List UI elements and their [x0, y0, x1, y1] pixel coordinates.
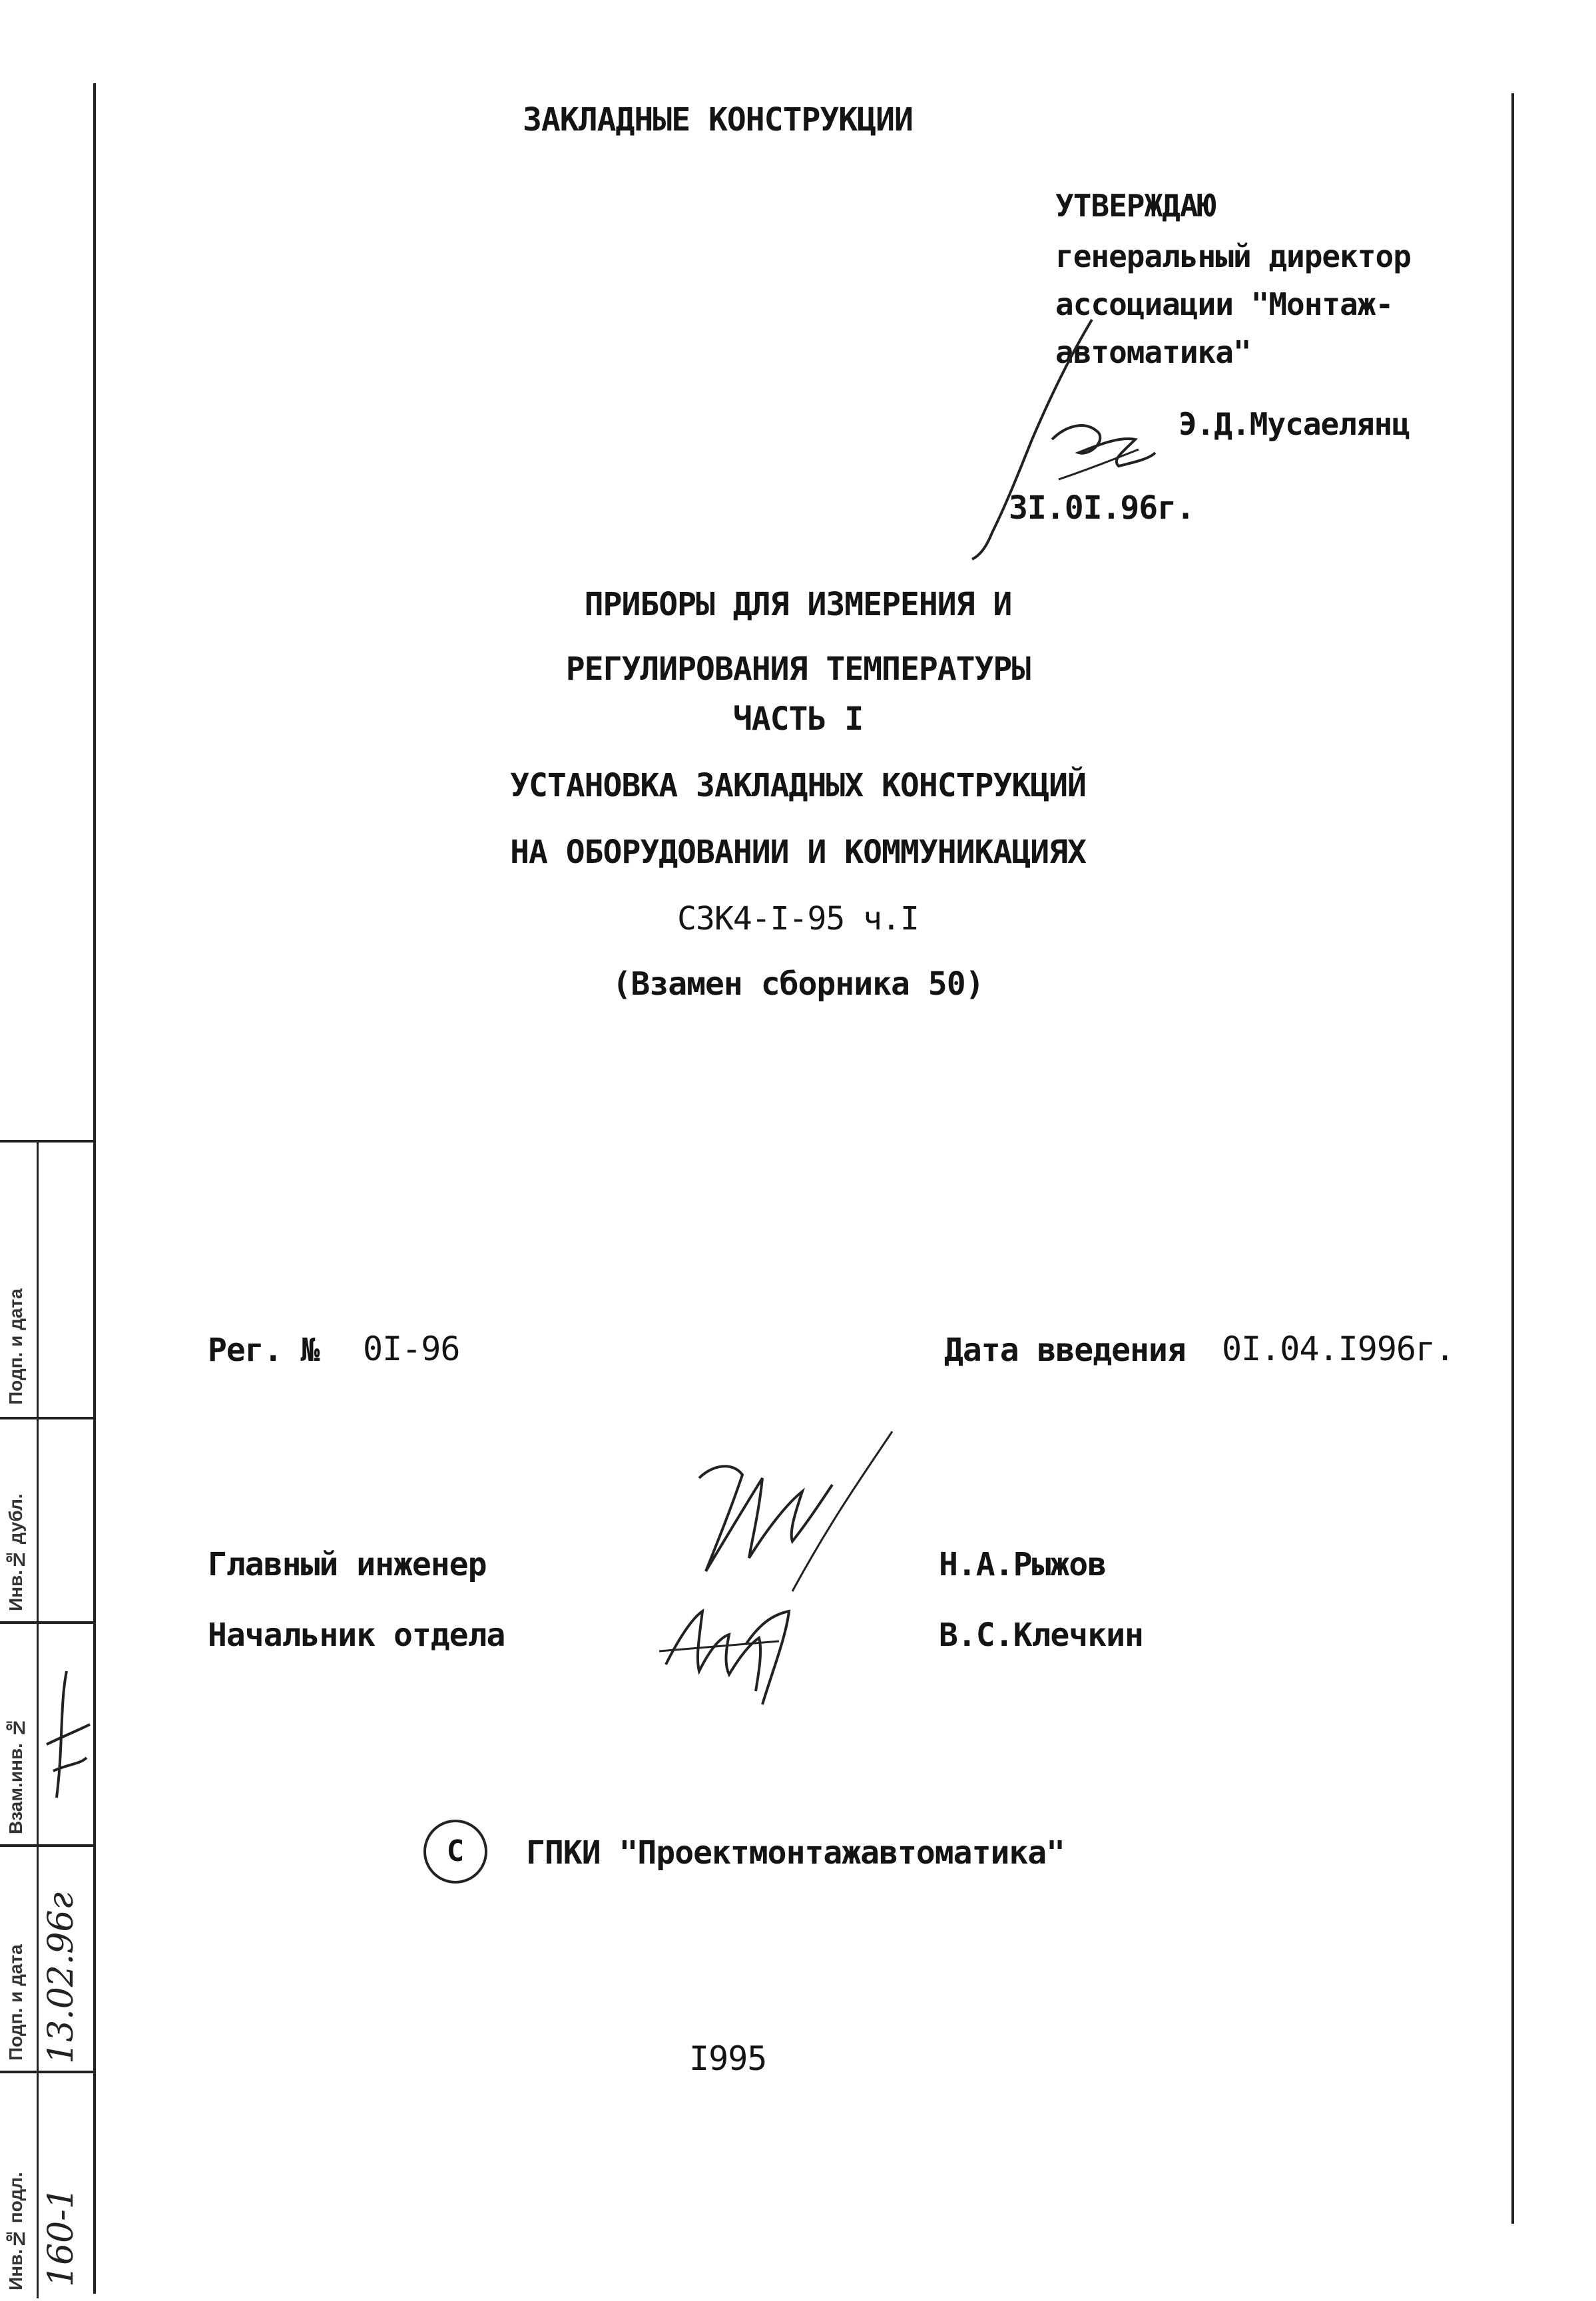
series-title: ЗАКЛАДНЫЕ КОНСТРУКЦИИ [523, 101, 913, 138]
stamp-divider [0, 2071, 93, 2073]
chief-engineer-signature [666, 1425, 919, 1598]
signatory-name: В.С.Клечкин [939, 1617, 1143, 1654]
replaces-note: (Взамен сборника 50) [612, 965, 984, 1003]
approval-line-2: ассоциации "Монтаж- [1055, 286, 1394, 322]
stamp-inner-line [37, 1140, 39, 2298]
date-label: Дата введения [944, 1332, 1186, 1369]
stamp-divider [0, 1140, 93, 1143]
left-frame-line [93, 83, 96, 2294]
signatory-name: Н.А.Рыжов [939, 1546, 1107, 1583]
margin-stamp [0, 1139, 93, 2300]
director-signature [952, 293, 1192, 573]
title-line-3: ЧАСТЬ I [732, 700, 864, 738]
stamp-divider [0, 1417, 93, 1419]
stamp-cell-3: Взам.инв. № [5, 1717, 26, 1834]
title-line-1: ПРИБОРЫ ДЛЯ ИЗМЕРЕНИЯ И [584, 586, 1012, 623]
copyright-org: ГПКИ "Проектмонтажавтоматика" [526, 1834, 1065, 1872]
reg-number: 0I-96 [363, 1330, 460, 1368]
title-line-5: НА ОБОРУДОВАНИИ И КОММУНИКАЦИЯХ [510, 834, 1086, 871]
stamp-initials-mark [40, 1664, 93, 1818]
signatory-role: Главный инженер [208, 1546, 487, 1583]
stamp-handwritten-date: 13.02.96г [41, 1892, 81, 2064]
publication-year: I995 [689, 2039, 767, 2078]
stamp-cell-5: Инв.№ подл. [5, 2172, 26, 2290]
signatory-role: Начальник отдела [208, 1617, 505, 1654]
right-frame-line [1511, 93, 1514, 2224]
document-code: СЗК4-I-95 ч.I [677, 900, 919, 937]
stamp-handwritten-inventory: 160-1 [41, 2187, 81, 2287]
approval-line-1: генеральный директор [1055, 238, 1411, 274]
reg-label: Рег. № [208, 1332, 320, 1369]
title-line-4: УСТАНОВКА ЗАКЛАДНЫХ КОНСТРУКЦИЙ [510, 767, 1086, 804]
approval-date: 3I.0I.96г. [1009, 489, 1195, 527]
stamp-cell-1: Подп. и дата [5, 1288, 26, 1405]
stamp-divider [0, 1844, 93, 1847]
department-head-signature [646, 1585, 872, 1711]
title-line-2: РЕГУЛИРОВАНИЯ ТЕМПЕРАТУРЫ [565, 650, 1031, 688]
stamp-cell-2: Инв.№ дубл. [5, 1493, 26, 1611]
copyright-symbol: С [423, 1820, 487, 1884]
approval-heading: УТВЕРЖДАЮ [1055, 188, 1216, 224]
approval-line-3: автоматика" [1055, 334, 1251, 370]
approval-signer: Э.Д.Мусаелянц [1179, 406, 1410, 442]
stamp-cell-4: Подп. и дата [5, 1944, 26, 2061]
date-value: 0I.04.I996г. [1222, 1330, 1455, 1368]
stamp-divider [0, 1621, 93, 1624]
